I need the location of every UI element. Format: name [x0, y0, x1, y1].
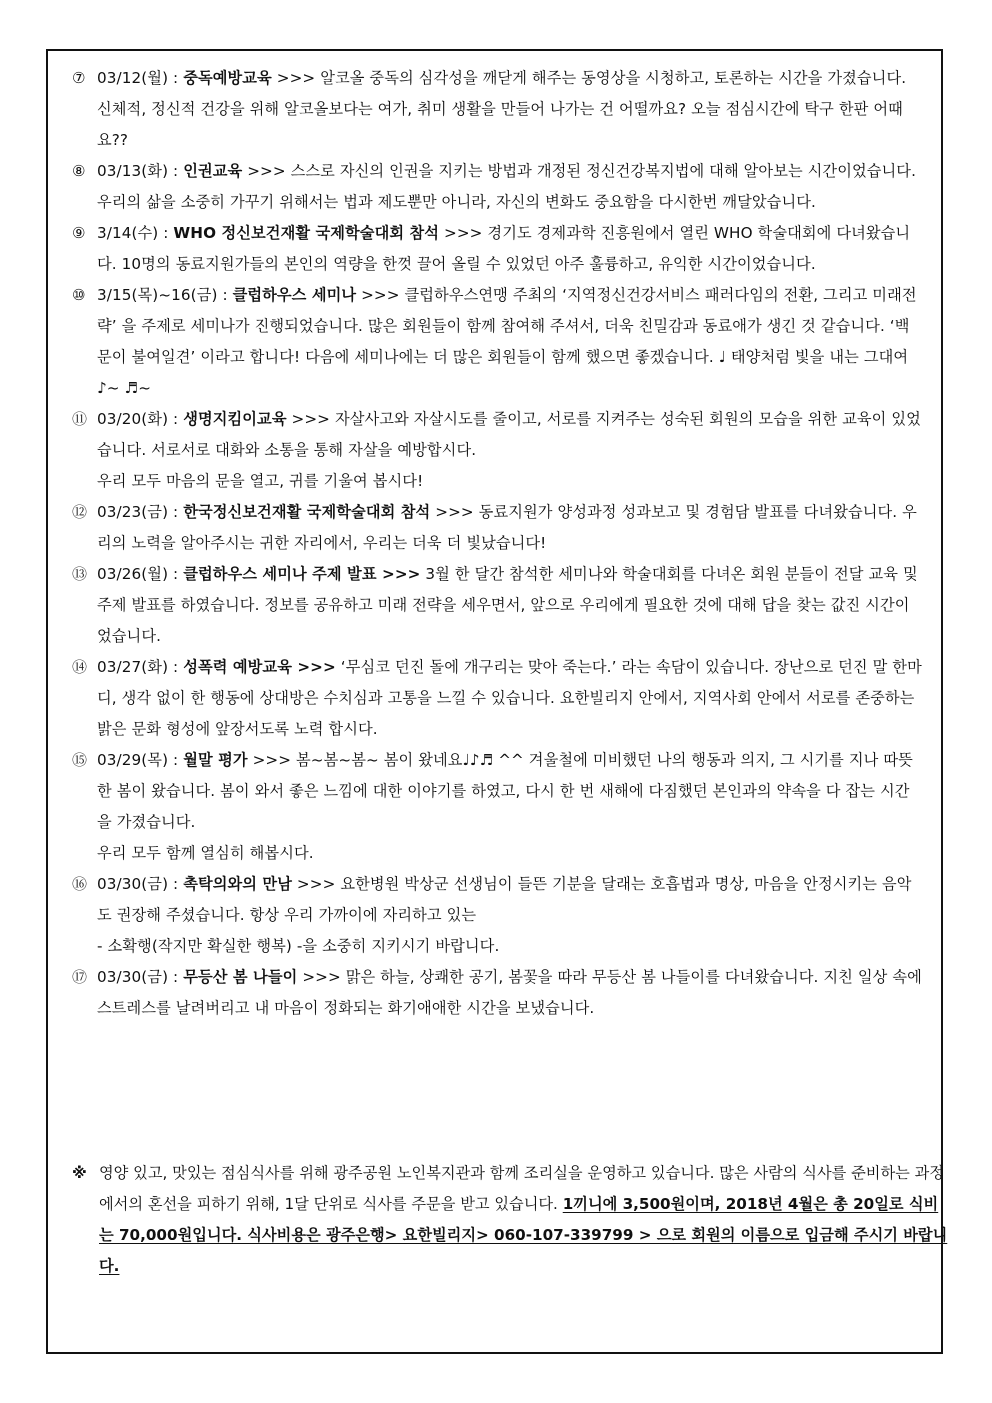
activity-entry: [72, 962, 922, 1024]
activity-entry: [72, 280, 922, 404]
entry-title: 촉탁의와의 만남: [183, 875, 292, 893]
entry-body: 클럽하우스연맹 주최의 ‘지역정신건강서비스 패러다임의 전환, 그리고 미래전략’ 을 주제로 세미나가 진행되었습니다. 많은 회원들이 함께 참여해 주셔서, 더욱 친밀감과 동료애가 생긴 것 같습니다. ‘백문이 불여일견’ 이라고 합니다! 다음에 세미나에는 더 많은 회원들이 함께 했으면 좋겠습니다. ♩ 태양처럼 빛을 내는 그대여♪~ ♬~: [97, 286, 917, 397]
entry-extra: 우리 모두 마음의 문을 열고, 귀를 기울여 봅시다!: [97, 472, 424, 490]
entry-date: 3/14(수): [97, 224, 159, 242]
activity-entry: [72, 497, 922, 559]
entry-number: ⑪: [72, 410, 88, 428]
entry-title: 생명지킴이교육: [183, 410, 287, 428]
entry-number: ⑮: [72, 751, 88, 769]
entry-title: 클럽하우스 세미나: [232, 286, 357, 304]
entry-date: 03/30(금): [97, 875, 169, 893]
entry-date: 03/23(금): [97, 503, 169, 521]
reference-mark-icon: ※: [72, 1164, 87, 1182]
entry-body: 요한병원 박상군 선생님이 들뜬 기분을 달래는 호흡법과 명상, 마음을 안정시키는 음악도 권장해 주셨습니다. 항상 우리 가까이에 자리하고 있는: [97, 875, 912, 924]
entry-body: 봄~봄~봄~ 봄이 왔네요♩♪♬ ^^ 겨울철에 미비했던 나의 행동과 의지, 그 시기를 지나 따뜻한 봄이 왔습니다. 봄이 와서 좋은 느낌에 대한 이야기를 하였고, 다시 한 번 새해에 다짐했던 본인과의 약속을 다 잡는 시간을 가졌습니다.: [97, 751, 913, 831]
entry-number: ⑯: [72, 875, 88, 893]
entry-separator: :: [173, 69, 179, 87]
entry-date: 03/29(목): [97, 751, 169, 769]
entry-date: 03/26(월): [97, 565, 169, 583]
entry-date: 03/13(화): [97, 162, 169, 180]
entry-extra: 우리 모두 함께 열심히 해봅시다.: [97, 844, 314, 862]
entry-number: ⑰: [72, 968, 88, 986]
entry-separator: :: [163, 224, 169, 242]
entry-date: 3/15(목)~16(금): [97, 286, 218, 304]
entry-separator: :: [173, 410, 179, 428]
entry-extra: - 소확행(작지만 확실한 행복) -을 소중히 지키시기 바랍니다.: [97, 937, 500, 955]
entry-arrow: >>>: [252, 751, 292, 769]
entry-body: 자살사고와 자살시도를 줄이고, 서로를 지켜주는 성숙된 회원의 모습을 위한 교육이 있었습니다. 서로서로 대화와 소통을 통해 자살을 예방합시다.: [97, 410, 921, 459]
entry-body: 스스로 자신의 인권을 지키는 방법과 개정된 정신건강복지법에 대해 알아보는 시간이었습니다. 우리의 삶을 소중히 가꾸기 위해서는 법과 제도뿐만 아니라, 자신의 변화도 중요함을 다시한번 깨달았습니다.: [97, 162, 916, 211]
entry-title: 클럽하우스 세미나 주제 발표 >>>: [183, 565, 421, 583]
meal-notice-text: 영양 있고, 맛있는 점심식사를 위해 광주공원 노인복지관과 함께 조리실을 운영하고 있습니다. 많은 사람의 식사를 준비하는 과정에서의 혼선을 피하기 위해, 1달 단위로 식사를 주문을 받고 있습니다.: [99, 1164, 944, 1213]
entry-body: 동료지원가 양성과정 성과보고 및 경험담 발표를 다녀왔습니다. 우리의 노력을 알아주시는 귀한 자리에서, 우리는 더욱 더 빛났습니다!: [97, 503, 917, 552]
activity-list: [72, 63, 922, 1024]
entry-arrow: >>>: [435, 503, 474, 521]
entry-number: ⑨: [72, 224, 86, 242]
entry-title: 인권교육: [183, 162, 243, 180]
entry-number: ⑦: [72, 69, 86, 87]
activity-entry: [72, 404, 922, 497]
entry-date: 03/30(금): [97, 968, 169, 986]
entry-separator: :: [173, 751, 179, 769]
entry-arrow: >>>: [247, 162, 286, 180]
activity-entry: [72, 63, 922, 156]
entry-title: 월말 평가: [183, 751, 248, 769]
entry-separator: :: [173, 162, 179, 180]
activity-entry: [72, 869, 922, 962]
entry-number: ⑬: [72, 565, 88, 583]
entry-number: ⑫: [72, 503, 88, 521]
entry-title: 무등산 봄 나들이: [183, 968, 298, 986]
entry-body: ‘무심코 던진 돌에 개구리는 맞아 죽는다.’ 라는 속담이 있습니다. 장난으로 던진 말 한마디, 생각 없이 한 행동에 상대방은 수치심과 고통을 느낄 수 있습니다. 요한빌리지 안에서, 지역사회 안에서 서로를 존중하는 밝은 문화 형성에 앞장서도록 노력 합시다.: [97, 658, 922, 738]
entry-title: 한국정신보건재활 국제학술대회 참석: [183, 503, 431, 521]
entry-separator: :: [173, 658, 179, 676]
entry-title: 중독예방교육: [183, 69, 272, 87]
entry-body: 맑은 하늘, 상쾌한 공기, 봄꽃을 따라 무등산 봄 나들이를 다녀왔습니다. 지친 일상 속에 스트레스를 날려버리고 내 마음이 정화되는 화기애애한 시간을 보냈습니다.: [97, 968, 922, 1017]
entry-body: 알코올 중독의 심각성을 깨닫게 해주는 동영상을 시청하고, 토론하는 시간을 가졌습니다. 신체적, 정신적 건강을 위해 알코올보다는 여가, 취미 생활을 만들어 나가는 건 어떨까요? 오늘 점심시간에 탁구 한판 어때요??: [97, 69, 907, 149]
entry-arrow: >>>: [361, 286, 400, 304]
entry-arrow: >>>: [296, 875, 336, 893]
entry-separator: :: [222, 286, 228, 304]
entry-arrow: >>>: [302, 968, 341, 986]
entry-date: 03/12(월): [97, 69, 169, 87]
entry-body: 경기도 경제과학 진흥원에서 열린 WHO 학술대회에 다녀왔습니다. 10명의 동료지원가들의 본인의 역량을 한껏 끌어 올릴 수 있었던 아주 훌륭하고, 유익한 시간이었습니다.: [97, 224, 911, 273]
activity-entry: [72, 156, 922, 218]
entry-date: 03/27(화): [97, 658, 169, 676]
entry-separator: :: [173, 503, 179, 521]
entry-number: ⑧: [72, 162, 86, 180]
meal-notice-payment: 1끼니에 3,500원이며, 2018년 4월은 총 20일로 식비는 70,000원입니다. 식사비용은 광주은행> 요한빌리지> 060-107-339799 > 으로 회원의 이름으로 입금해 주시기 바랍니다.: [99, 1195, 948, 1275]
entry-title: WHO 정신보건재활 국제학술대회 참석: [173, 224, 440, 242]
entry-arrow: >>>: [291, 410, 331, 428]
entry-number: ⑭: [72, 658, 88, 676]
entry-number: ⑩: [72, 286, 86, 304]
meal-notice: [72, 1158, 949, 1282]
entry-separator: :: [173, 968, 179, 986]
entry-body: 3월 한 달간 참석한 세미나와 학술대회를 다녀온 회원 분들이 전달 교육 및 주제 발표를 하였습니다. 정보를 공유하고 미래 전략을 세우면서, 앞으로 우리에게 필요한 것에 대해 답을 찾는 값진 시간이었습니다.: [97, 565, 918, 645]
entry-separator: :: [173, 565, 179, 583]
entry-date: 03/20(화): [97, 410, 169, 428]
activity-entry: [72, 218, 922, 280]
activity-entry: [72, 652, 922, 745]
activity-entry: [72, 745, 922, 869]
entry-arrow: >>>: [444, 224, 483, 242]
activity-entry: [72, 559, 922, 652]
entry-title: 성폭력 예방교육 >>>: [183, 658, 336, 676]
entry-separator: :: [173, 875, 179, 893]
entry-arrow: >>>: [276, 69, 316, 87]
